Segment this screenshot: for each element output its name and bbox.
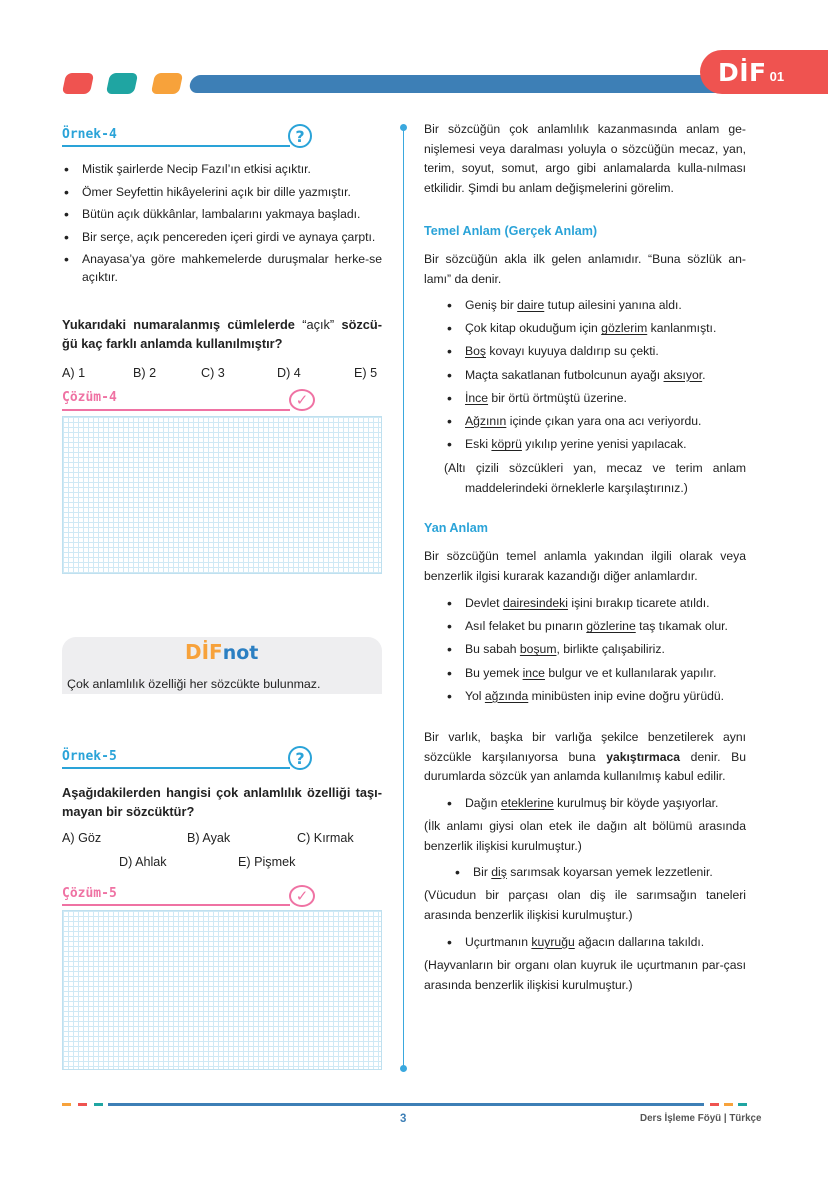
page-number: 3 (400, 1113, 407, 1125)
column-divider (403, 127, 404, 1069)
option-a[interactable]: A) 1 (62, 366, 86, 380)
yan-anlam-heading: Yan Anlam (424, 521, 488, 535)
solution5-rule (62, 904, 290, 906)
list-item: • Devlet dairesindeki işini bırakıp ticarete atıldı. (444, 594, 746, 613)
list-item: • Mistik şairlerde Necip Fazıl’ın etkisi açıktır. (62, 161, 382, 179)
yan-anlam-examples (444, 594, 746, 710)
dif-logo: DİF (718, 57, 767, 87)
example4-rule (62, 145, 290, 147)
difnot-logo (185, 640, 258, 664)
option-d[interactable]: D) Ahlak (119, 855, 167, 869)
example5-title: Örnek-5 (62, 749, 117, 764)
header-bar (188, 75, 752, 93)
list-item: • Bir diş sarımsak koyarsan yemek lezzetlenir. (452, 863, 746, 882)
option-c[interactable]: C) Kırmak (297, 831, 354, 845)
example5-rule (62, 767, 290, 769)
question-keyword: “açık” (302, 317, 335, 332)
yakistirmaca-example-2 (452, 863, 746, 886)
question-circle-icon: ? (288, 746, 312, 770)
list-item: • Ağzının içinde çıkan yara ona acı veriyordu. (444, 412, 746, 431)
list-item: • Dağın eteklerine kurulmuş bir köyde yaşıyorlar. (444, 794, 746, 813)
example5-question: Aşağıdakilerden hangisi çok anlamlılık özelliği taşı-mayan bir sözcüktür? (62, 785, 382, 819)
question-text: sözcü-ğü kaç farklı anlamda kullanılmıştır? (62, 317, 382, 351)
example4-sentences (62, 161, 382, 291)
question-circle-icon: ? (288, 124, 312, 148)
header-red-block (62, 73, 94, 94)
solution4-grid[interactable] (62, 416, 382, 574)
option-d[interactable]: D) 4 (277, 366, 301, 380)
footer-dash (78, 1103, 87, 1106)
list-item: • Bu yemek ince bulgur ve et kullanılarak yapılır. (444, 664, 746, 683)
temel-anlam-examples (444, 296, 746, 458)
footer-dash (94, 1103, 103, 1106)
check-circle-icon: ✓ (289, 389, 315, 411)
footer-label: Ders İşleme Föyü | Türkçe (640, 1113, 762, 1124)
difnot-logo-not: not (222, 642, 259, 664)
dif-badge (700, 50, 828, 94)
solution4-title: Çözüm-4 (62, 390, 117, 405)
option-b[interactable]: B) 2 (133, 366, 157, 380)
list-item: • Geniş bir daire tutup ailesini yanına aldı. (444, 296, 746, 315)
temel-anlam-definition: Bir sözcüğün akla ilk gelen anlamıdır. “Buna sözlük an-lamı” da denir. (424, 252, 746, 286)
list-item: • Bütün açık dükkânlar, lambalarını yakmaya başladı. (62, 206, 382, 224)
option-a[interactable]: A) Göz (62, 831, 102, 845)
intro-paragraph: Bir sözcüğün çok anlamlılık kazanmasında anlam ge-nişlemesi veya daralması yoluyla o sözcüğün mecaz, yan, terim, soyut, somut, argo gibi anlamalarda kulla-nılması etkilidir. Şimdi bu anlam değişmelerini görelim. (424, 122, 746, 195)
question-text: Yukarıdaki numaralanmış cümlelerde (62, 317, 303, 332)
header-orange-block (151, 73, 183, 94)
header-teal-block (106, 73, 138, 94)
list-item: • İnce bir örtü örtmüştü üzerine. (444, 389, 746, 408)
list-item: • Eski köprü yıkılıp yerine yenisi yapılacak. (444, 435, 746, 454)
option-e[interactable]: E) 5 (354, 366, 378, 380)
footer-dash (724, 1103, 733, 1106)
footer-dash (738, 1103, 747, 1106)
list-item: • Maçta sakatlanan futbolcunun ayağı aksıyor. (444, 366, 746, 385)
footer-dash (710, 1103, 719, 1106)
difnot-text: Çok anlamlılık özelliği her sözcükte bulunmaz. (67, 677, 321, 691)
difnot-logo-dif: DİF (185, 640, 223, 664)
list-item: • Yol ağzında minibüsten inip evine doğru yürüdü. (444, 687, 746, 706)
list-item: • Bir serçe, açık pencereden içeri girdi ve aynaya çarptı. (62, 229, 382, 247)
yakistirmaca-example-1 (444, 794, 746, 817)
yakistirmaca-note-2: (Vücudun bir parçası olan diş ile sarımsağın taneleri arasında benzerlik ilişkisi kurulmuştur.) (424, 888, 746, 922)
divider-dot (400, 124, 407, 131)
divider-dot (400, 1065, 407, 1072)
yakistirmaca-note-1: (İlk anlamı giysi olan etek ile dağın alt bölümü arasında benzerlik ilişkisi kurulmuştur.) (424, 819, 746, 853)
list-item: • Asıl felaket bu pınarın gözlerine taş tıkamak olur. (444, 617, 746, 636)
example4-question (62, 315, 382, 353)
footer-bar (108, 1103, 704, 1106)
list-item: • Anayasa’ya göre mahkemelerde duruşmalar herke-se açıktır. (62, 251, 382, 286)
example4-title: Örnek-4 (62, 127, 117, 142)
list-item: • Çok kitap okuduğum için gözlerim kanlanmıştı. (444, 319, 746, 338)
yakistirmaca-note-3: (Hayvanların bir organı olan kuyruk ile uçurtmanın par-çası arasında benzerlik ilişkisi kurulmuştur.) (424, 958, 746, 992)
option-b[interactable]: B) Ayak (187, 831, 231, 845)
yan-anlam-definition: Bir sözcüğün temel anlamla yakından ilgili olarak veya benzerlik ilgisi kurarak kazandığı diğer anlamlardır. (424, 549, 746, 583)
list-item: • Boş kovayı kuyuya daldırıp su çekti. (444, 342, 746, 361)
solution4-rule (62, 409, 290, 411)
unit-number: 01 (769, 68, 785, 84)
option-e[interactable]: E) Pişmek (238, 855, 296, 869)
check-circle-icon: ✓ (289, 885, 315, 907)
temel-anlam-note: (Altı çizili sözcükleri yan, mecaz ve terim anlam maddelerindeki örneklerle karşılaştırınız.) (444, 461, 746, 495)
option-c[interactable]: C) 3 (201, 366, 225, 380)
list-item: • Ömer Seyfettin hikâyelerini açık bir dille yazmıştır. (62, 184, 382, 202)
yakistirmaca-example-3 (444, 933, 746, 956)
solution5-title: Çözüm-5 (62, 886, 117, 901)
yakistirmaca-paragraph: Bir varlık, başka bir varlığa şekilce benzetilerek aynı sözcükle karşılanıyorsa buna yakıştırmaca denir. Bu durumlarda sözcük yan anlamda kullanılmış kabul edilir. (424, 730, 746, 783)
list-item: • Bu sabah boşum, birlikte çalışabiliriz. (444, 640, 746, 659)
solution5-grid[interactable] (62, 910, 382, 1070)
list-item: • Uçurtmanın kuyruğu ağacın dallarına takıldı. (444, 933, 746, 952)
temel-anlam-heading: Temel Anlam (Gerçek Anlam) (424, 224, 598, 238)
footer-dash (62, 1103, 71, 1106)
